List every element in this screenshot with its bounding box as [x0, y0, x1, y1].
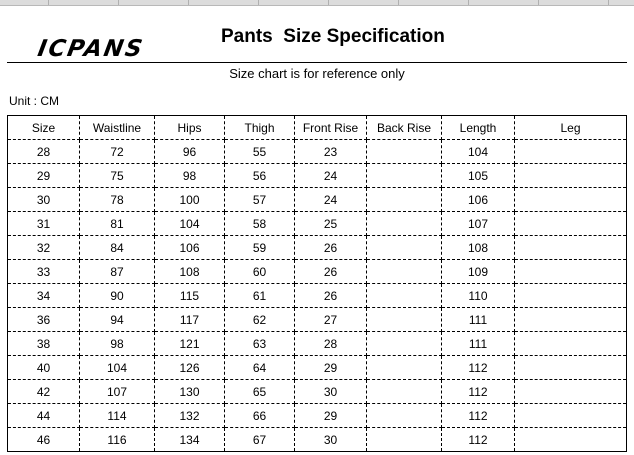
column-separator [608, 0, 609, 5]
table-cell[interactable]: 28 [8, 140, 80, 164]
table-cell[interactable]: 98 [80, 332, 155, 356]
table-cell[interactable]: 66 [225, 404, 295, 428]
table-cell[interactable]: 40 [8, 356, 80, 380]
table-cell[interactable]: 104 [442, 140, 515, 164]
table-cell[interactable] [367, 140, 442, 164]
table-row [8, 284, 627, 308]
column-separator [188, 0, 189, 5]
table-row [8, 404, 627, 428]
table-cell[interactable]: 96 [155, 140, 225, 164]
column-separator [328, 0, 329, 5]
column-header: Front Rise [295, 116, 367, 140]
table-row [8, 428, 627, 452]
table-cell[interactable]: 104 [155, 212, 225, 236]
column-separator [258, 0, 259, 5]
table-cell[interactable]: 117 [155, 308, 225, 332]
table-cell[interactable]: 29 [295, 404, 367, 428]
table-cell[interactable]: 29 [8, 164, 80, 188]
table-cell[interactable]: 100 [155, 188, 225, 212]
table-cell[interactable]: 67 [225, 428, 295, 452]
table-cell[interactable]: 111 [442, 332, 515, 356]
table-cell[interactable]: 110 [442, 284, 515, 308]
table-header-row [8, 116, 627, 140]
table-cell[interactable]: 112 [442, 380, 515, 404]
table-cell[interactable]: 106 [442, 188, 515, 212]
table-cell[interactable]: 31 [8, 212, 80, 236]
table-cell[interactable] [367, 260, 442, 284]
column-separator [468, 0, 469, 5]
table-cell[interactable] [367, 308, 442, 332]
table-cell[interactable]: 26 [295, 260, 367, 284]
table-row [8, 356, 627, 380]
column-header: Thigh [225, 116, 295, 140]
table-cell[interactable] [515, 236, 627, 260]
column-header: Size [8, 116, 80, 140]
table-row [8, 212, 627, 236]
table-cell[interactable] [367, 428, 442, 452]
table-cell[interactable]: 42 [8, 380, 80, 404]
table-cell[interactable]: 114 [80, 404, 155, 428]
table-cell[interactable]: 63 [225, 332, 295, 356]
table-cell[interactable]: 112 [442, 356, 515, 380]
table-cell[interactable]: 30 [8, 188, 80, 212]
table-cell[interactable]: 84 [80, 236, 155, 260]
table-cell[interactable]: 108 [442, 236, 515, 260]
table-cell[interactable]: 121 [155, 332, 225, 356]
table-cell[interactable] [515, 428, 627, 452]
table-row [8, 236, 627, 260]
table-cell[interactable]: 98 [155, 164, 225, 188]
table-row [8, 308, 627, 332]
table-cell[interactable] [367, 380, 442, 404]
column-header: Length [442, 116, 515, 140]
table-cell[interactable] [515, 164, 627, 188]
table-cell[interactable]: 27 [295, 308, 367, 332]
table-row [8, 380, 627, 404]
column-separator [538, 0, 539, 5]
table-cell[interactable] [367, 404, 442, 428]
table-cell[interactable]: 105 [442, 164, 515, 188]
table-cell[interactable] [367, 356, 442, 380]
table-cell[interactable]: 106 [155, 236, 225, 260]
table-cell[interactable]: 81 [80, 212, 155, 236]
table-cell[interactable]: 87 [80, 260, 155, 284]
table-cell[interactable] [367, 284, 442, 308]
table-cell[interactable]: 24 [295, 188, 367, 212]
table-cell[interactable]: 24 [295, 164, 367, 188]
table-cell[interactable]: 44 [8, 404, 80, 428]
table-cell[interactable]: 130 [155, 380, 225, 404]
table-cell[interactable] [367, 236, 442, 260]
table-cell[interactable]: 23 [295, 140, 367, 164]
table-row [8, 332, 627, 356]
table-cell[interactable] [367, 164, 442, 188]
table-cell[interactable]: 126 [155, 356, 225, 380]
table-cell[interactable]: 57 [225, 188, 295, 212]
table-row [8, 164, 627, 188]
table-cell[interactable] [515, 140, 627, 164]
table-cell[interactable]: 29 [295, 356, 367, 380]
table-cell[interactable]: 132 [155, 404, 225, 428]
table-cell[interactable]: 112 [442, 428, 515, 452]
page-title: Pants Size Specification [221, 26, 445, 47]
table-cell[interactable]: 56 [225, 164, 295, 188]
table-cell[interactable] [515, 188, 627, 212]
table-cell[interactable] [515, 212, 627, 236]
column-separator [118, 0, 119, 5]
table-cell[interactable]: 75 [80, 164, 155, 188]
table-cell[interactable]: 60 [225, 260, 295, 284]
table-cell[interactable] [515, 380, 627, 404]
table-cell[interactable]: 109 [442, 260, 515, 284]
table-cell[interactable]: 26 [295, 236, 367, 260]
column-header: Back Rise [367, 116, 442, 140]
table-row [8, 140, 627, 164]
column-header: Waistline [80, 116, 155, 140]
column-separator [398, 0, 399, 5]
column-separator [48, 0, 49, 5]
table-cell[interactable]: 111 [442, 308, 515, 332]
table-cell[interactable]: 104 [80, 356, 155, 380]
column-header: Leg [515, 116, 627, 140]
table-cell[interactable] [367, 212, 442, 236]
table-cell[interactable]: 62 [225, 308, 295, 332]
unit-label: Unit : CM [9, 94, 60, 108]
table-cell[interactable]: 134 [155, 428, 225, 452]
table-row [8, 260, 627, 284]
column-header: Hips [155, 116, 225, 140]
table-cell[interactable] [515, 284, 627, 308]
table-cell[interactable] [515, 404, 627, 428]
table-cell[interactable]: 46 [8, 428, 80, 452]
table-cell[interactable]: 90 [80, 284, 155, 308]
table-cell[interactable]: 61 [225, 284, 295, 308]
size-table [7, 115, 627, 452]
table-cell[interactable]: 78 [80, 188, 155, 212]
table-cell[interactable]: 64 [225, 356, 295, 380]
table-cell[interactable]: 72 [80, 140, 155, 164]
table-cell[interactable] [515, 260, 627, 284]
table-cell[interactable]: 112 [442, 404, 515, 428]
table-cell[interactable]: 108 [155, 260, 225, 284]
table-cell[interactable]: 94 [80, 308, 155, 332]
brand-logo: ICPANS [35, 36, 147, 62]
table-body [8, 140, 627, 452]
table-cell[interactable]: 25 [295, 212, 367, 236]
table-cell[interactable]: 58 [225, 212, 295, 236]
table-cell[interactable]: 38 [8, 332, 80, 356]
table-cell[interactable]: 115 [155, 284, 225, 308]
table-row [8, 188, 627, 212]
table-cell[interactable]: 36 [8, 308, 80, 332]
spreadsheet-header-strip [0, 0, 634, 6]
table-cell[interactable]: 34 [8, 284, 80, 308]
header-divider [7, 62, 627, 63]
table-cell[interactable]: 30 [295, 428, 367, 452]
table-cell[interactable]: 30 [295, 380, 367, 404]
table-cell[interactable] [515, 332, 627, 356]
table-cell[interactable]: 65 [225, 380, 295, 404]
page-subtitle: Size chart is for reference only [229, 66, 405, 81]
table-cell[interactable]: 107 [80, 380, 155, 404]
table-cell[interactable]: 107 [442, 212, 515, 236]
table-cell[interactable]: 32 [8, 236, 80, 260]
table-cell[interactable]: 59 [225, 236, 295, 260]
table-cell[interactable]: 28 [295, 332, 367, 356]
table-cell[interactable] [367, 332, 442, 356]
table-cell[interactable] [515, 356, 627, 380]
table-cell[interactable]: 26 [295, 284, 367, 308]
table-cell[interactable] [367, 188, 442, 212]
table-cell[interactable]: 33 [8, 260, 80, 284]
table-cell[interactable]: 55 [225, 140, 295, 164]
table-cell[interactable] [515, 308, 627, 332]
table-cell[interactable]: 116 [80, 428, 155, 452]
